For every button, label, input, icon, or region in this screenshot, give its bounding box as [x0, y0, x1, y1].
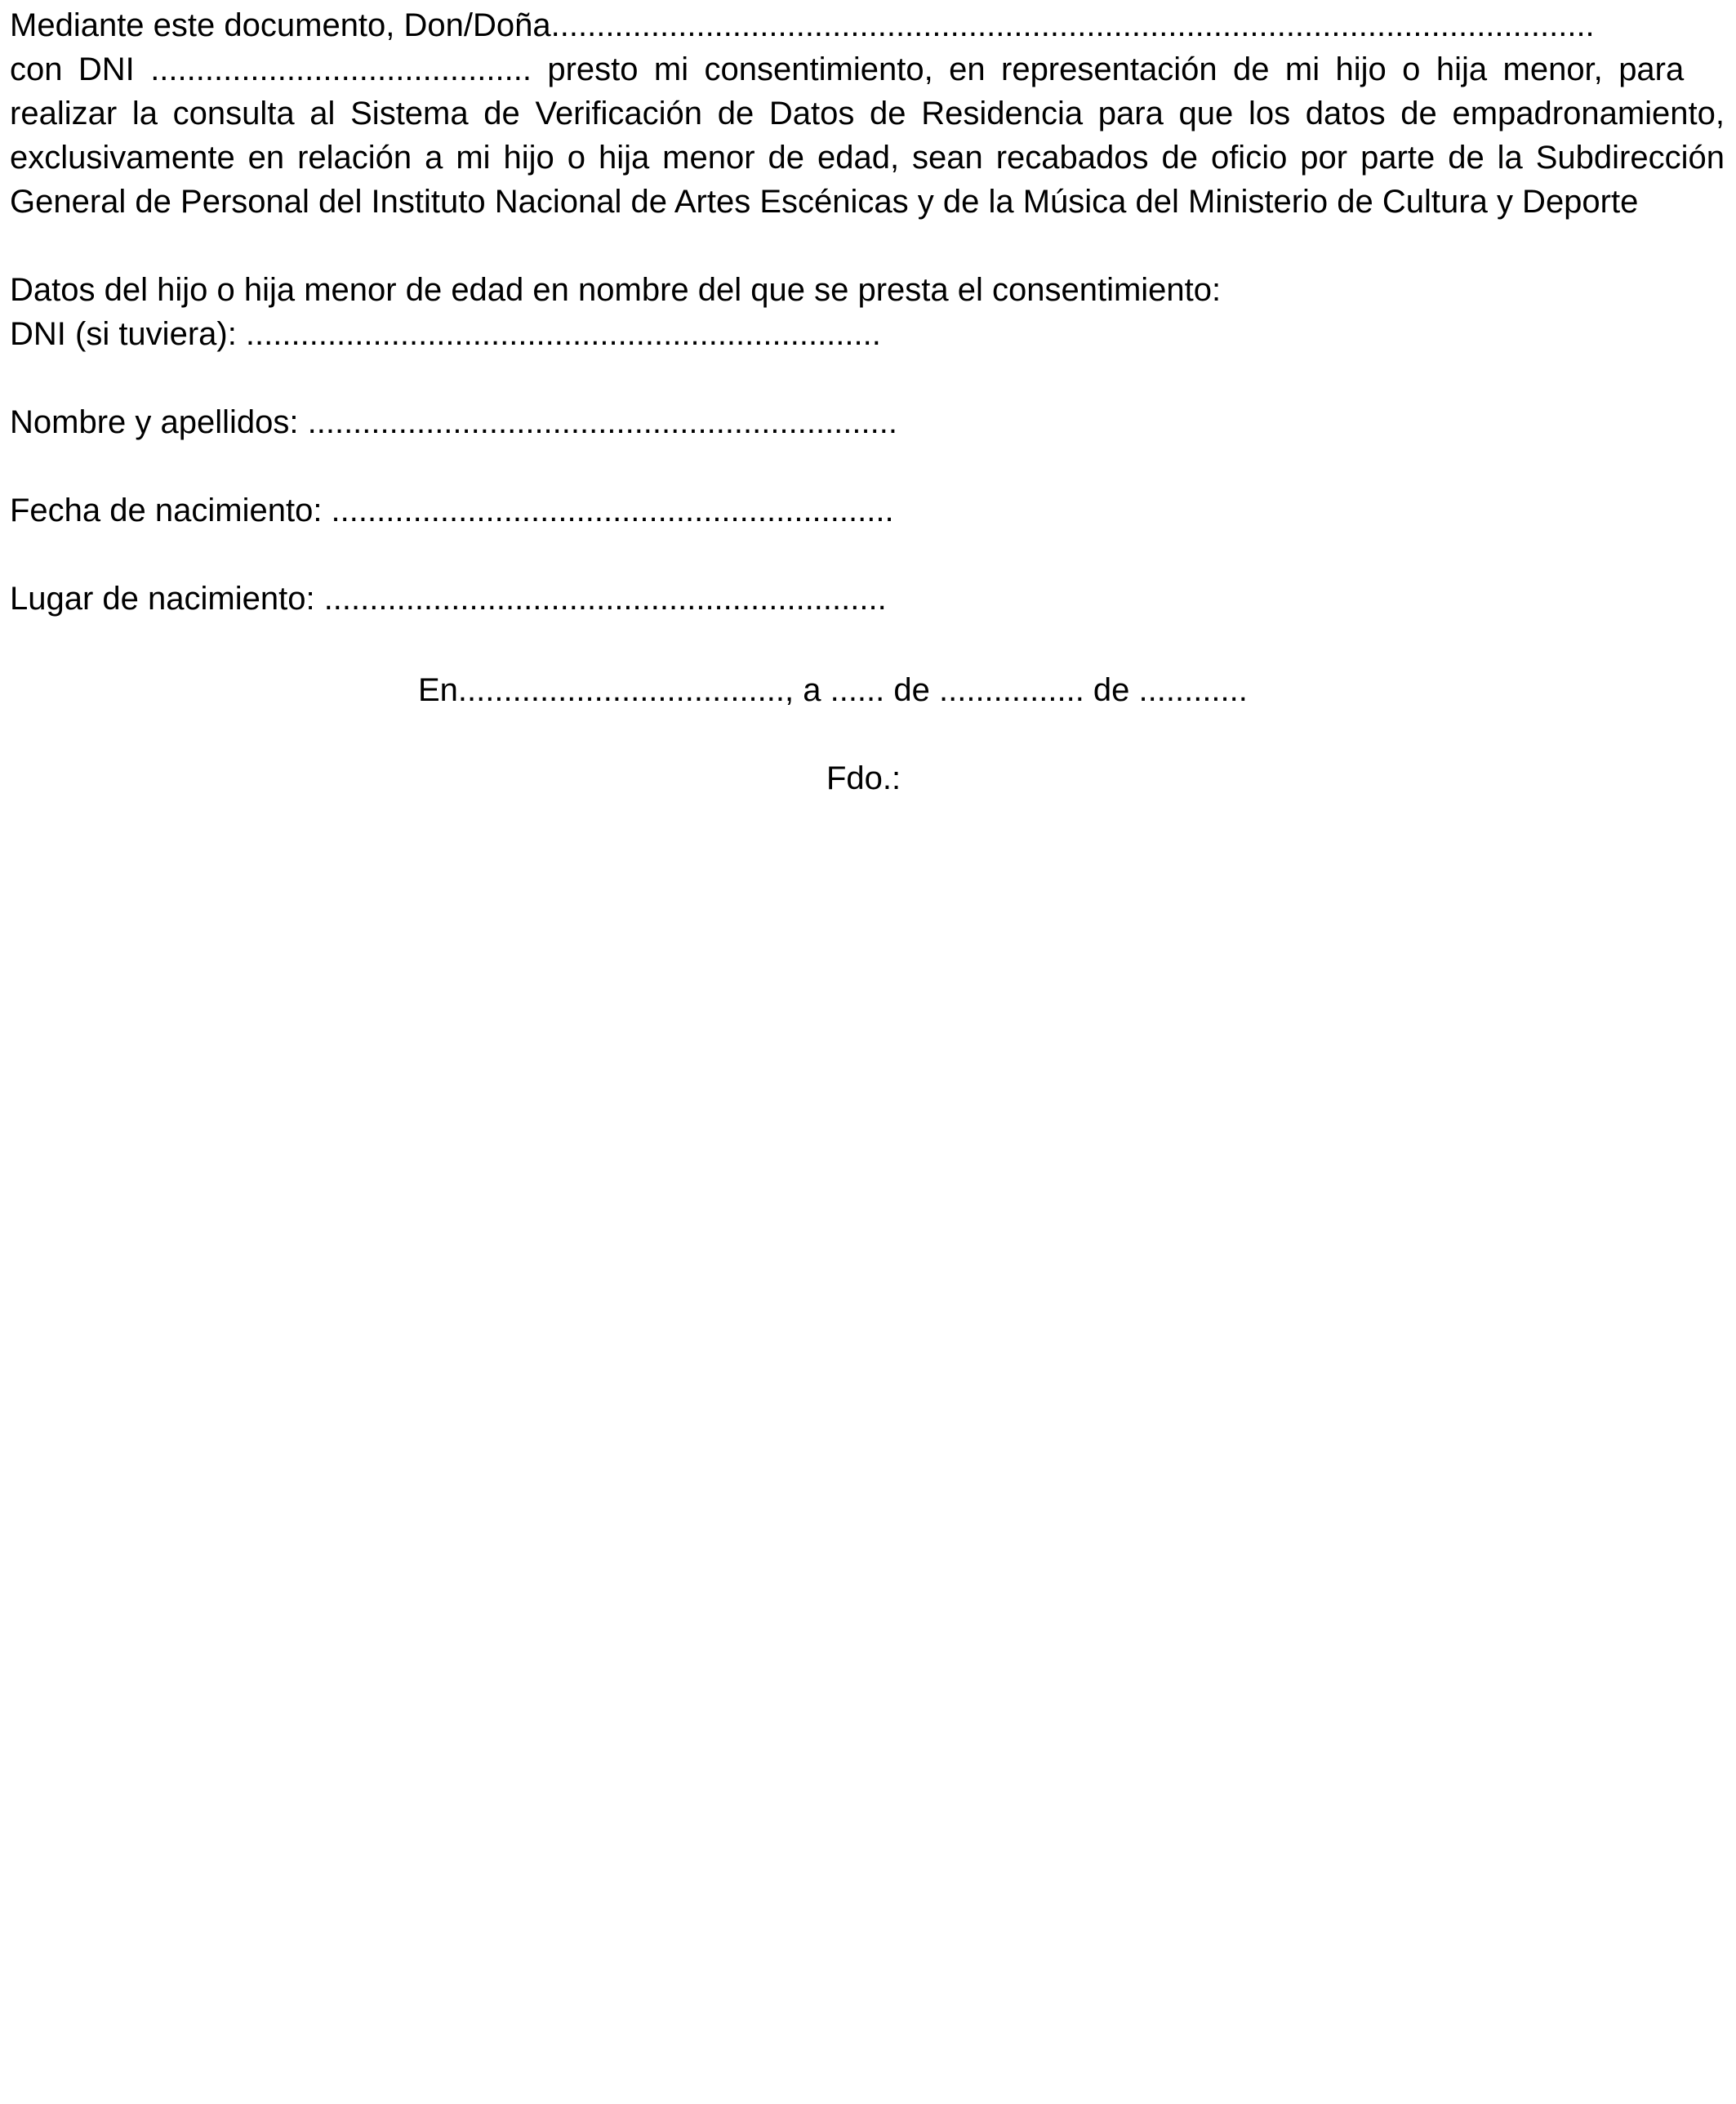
consent-line-5: General de Personal del Instituto Nacional de Artes Escénicas y de la Música del Ministerio de Cultura y Deporte — [10, 184, 1639, 220]
minor-name-field[interactable]: Nombre y apellidos: ................................................................. — [10, 404, 897, 440]
spacer — [10, 356, 1725, 400]
consent-document — [10, 3, 1725, 796]
consent-line-2 — [10, 47, 1725, 91]
minor-data-intro: Datos del hijo o hija menor de edad en nombre del que se presta el consentimiento: — [10, 272, 1222, 308]
minor-birth-date-field[interactable]: Fecha de nacimiento: .............................................................. — [10, 493, 894, 528]
consent-line-4: exclusivamente en relación a mi hijo o hija menor de edad, sean recabados de oficio por parte de la Subdirección — [10, 140, 1725, 176]
consent-line-2-text: presto mi consentimiento, en representación de mi hijo o hija menor, para — [531, 51, 1685, 87]
spacer — [10, 444, 1725, 488]
minor-dni-field[interactable]: DNI (si tuviera): ...................................................................... — [10, 316, 881, 352]
consent-line-1 — [10, 3, 1725, 47]
consent-line-2-lead: con DNI — [10, 51, 151, 87]
guardian-dni-blank[interactable]: .......................................... — [150, 51, 532, 87]
consent-line-1-text: Mediante este documento, Don/Doña — [10, 7, 551, 43]
consent-line-3: realizar la consulta al Sistema de Verificación de Datos de Residencia para que los datos de empadronamiento, — [10, 96, 1725, 132]
spacer — [10, 533, 1725, 577]
place-and-date-line[interactable]: En...................................., a ...... de ................ de ............ — [418, 672, 1248, 708]
spacer — [10, 224, 1725, 268]
guardian-name-blank[interactable]: ................................................................................................................... — [550, 7, 1595, 43]
signature-label: Fdo.: — [826, 760, 901, 796]
minor-birth-place-field[interactable]: Lugar de nacimiento: .............................................................. — [10, 581, 887, 617]
